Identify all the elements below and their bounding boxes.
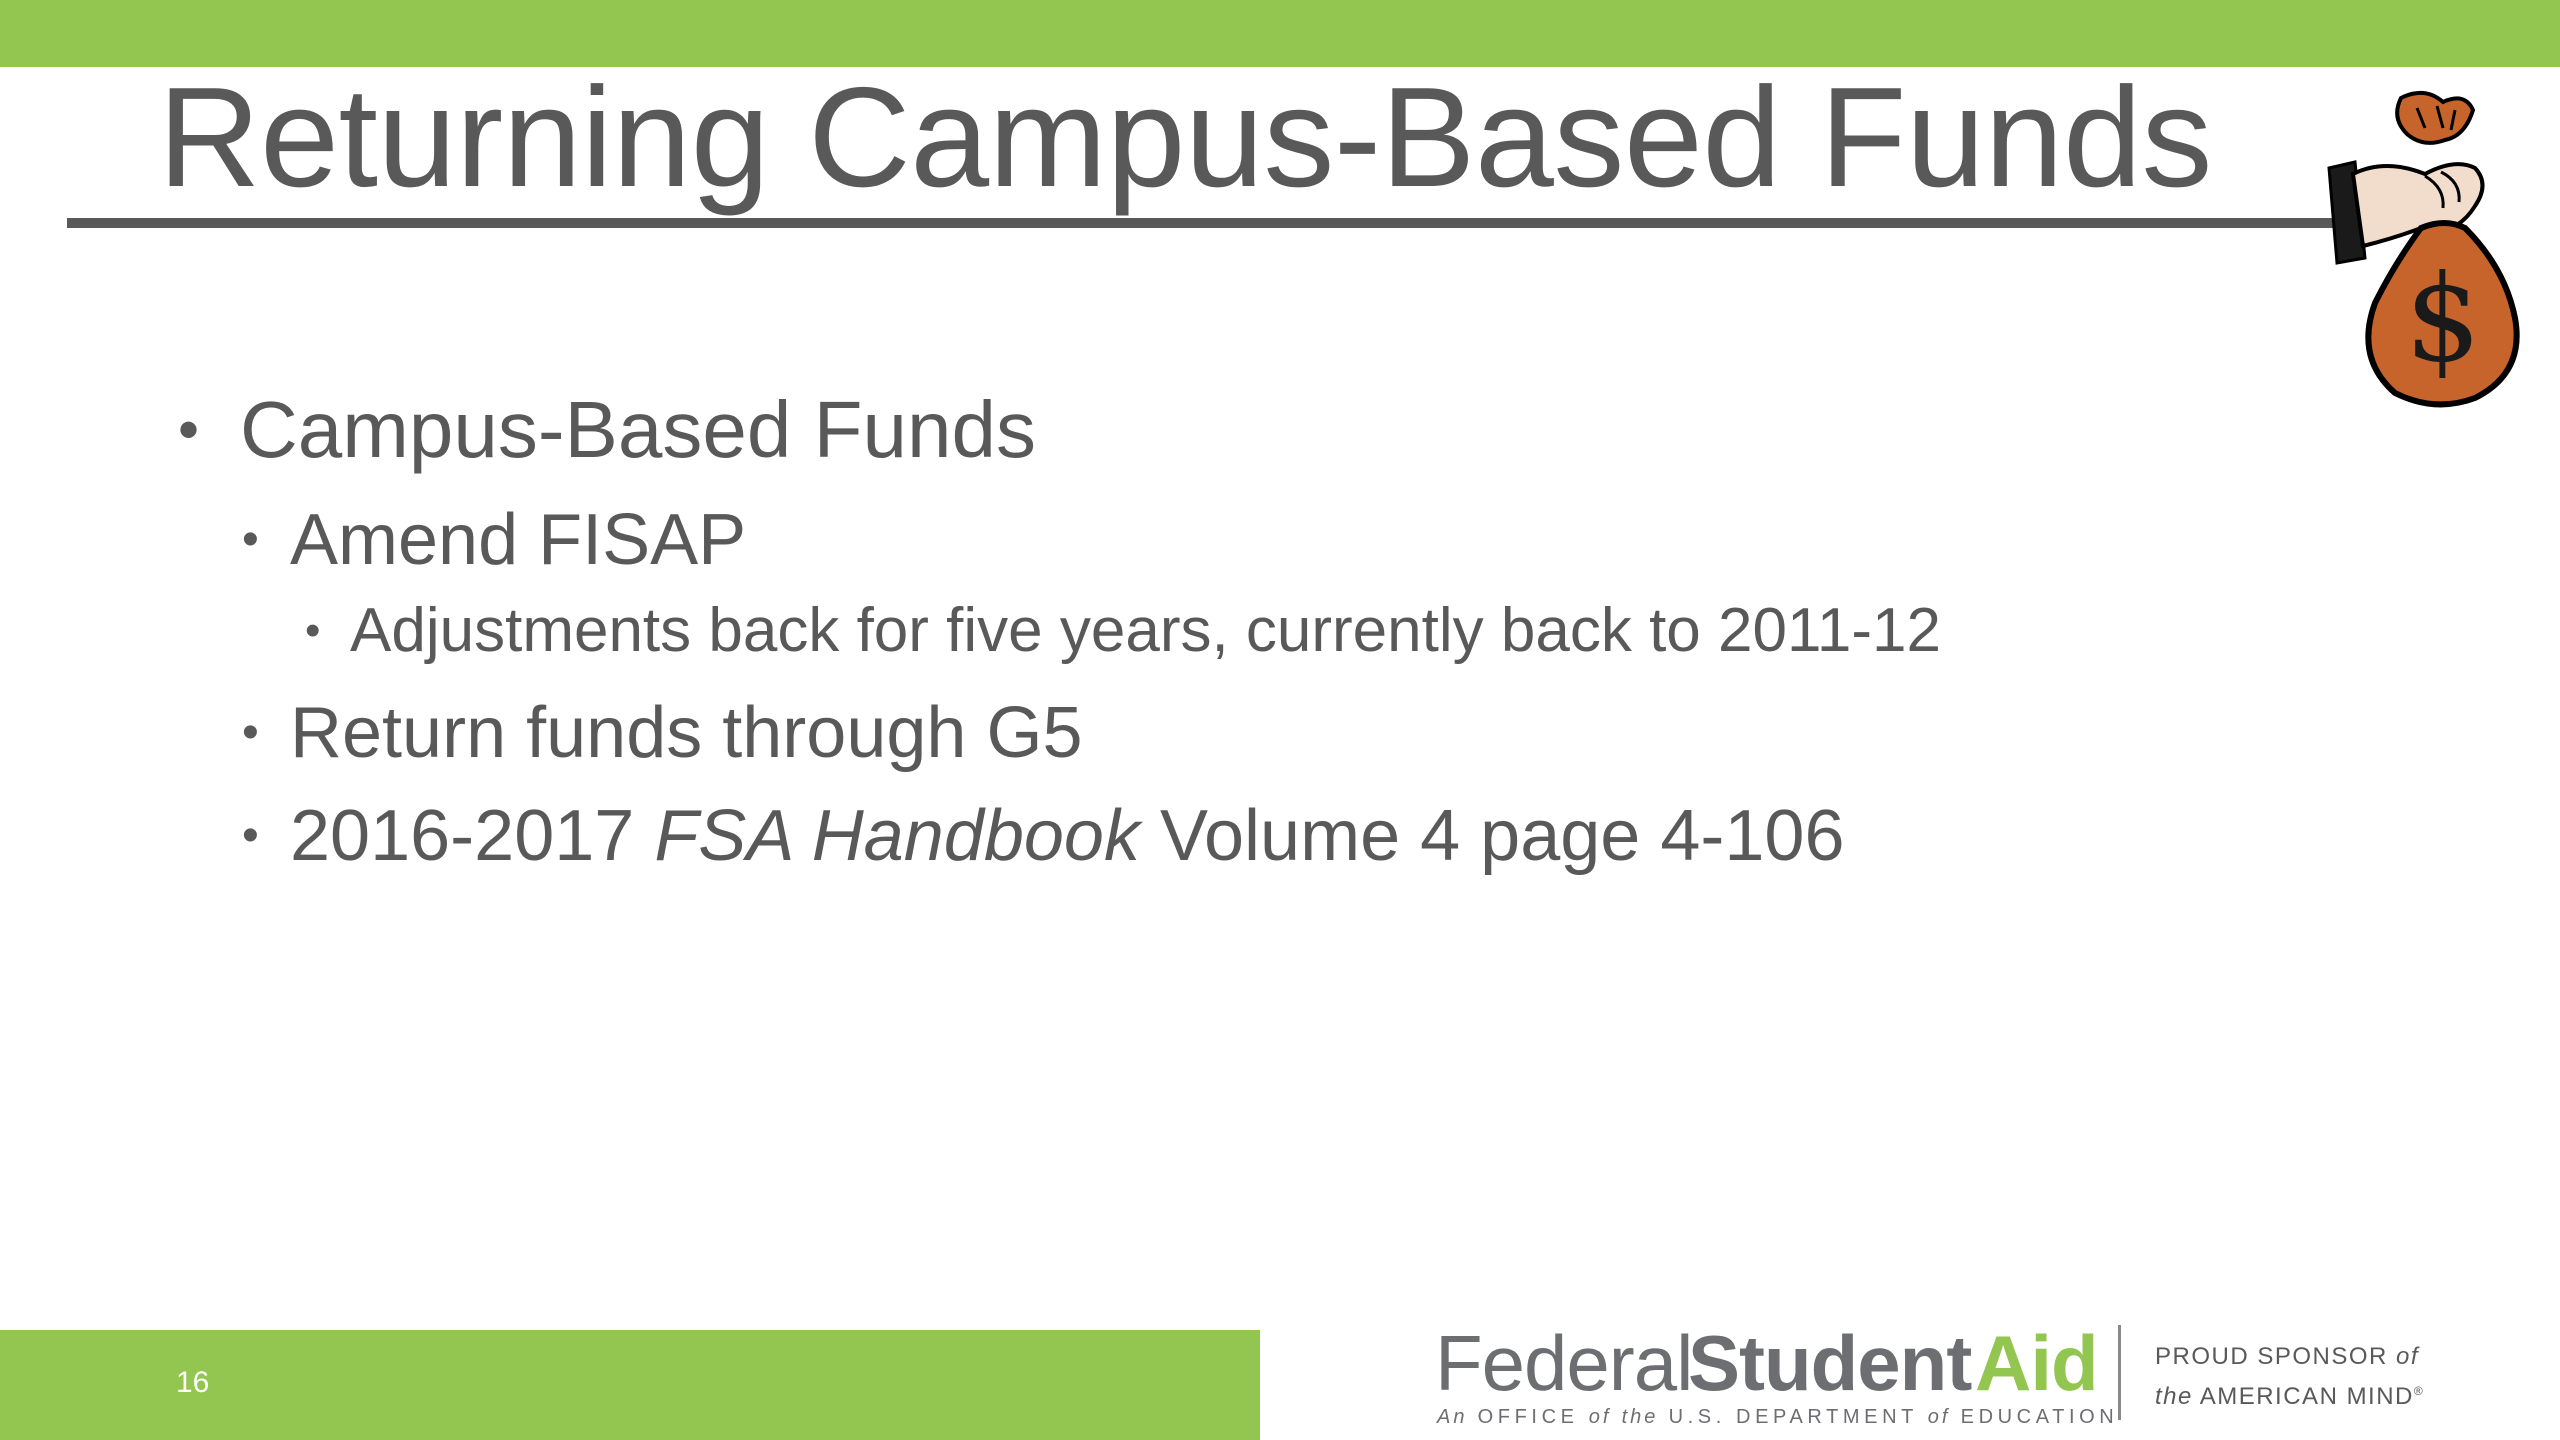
- handbook-title: FSA Handbook: [654, 796, 1140, 876]
- proud-sponsor-badge: [2155, 1340, 2424, 1414]
- bullet-campus-based-funds: [178, 375, 1036, 485]
- bullet-text-prefix: 2016-2017: [290, 796, 655, 876]
- logo-tagline: An OFFICE of the U.S. DEPARTMENT of EDUCATION: [1437, 1406, 2119, 1428]
- logo-aid: Aid: [1975, 1319, 2098, 1407]
- dollar-sign: $: [2404, 250, 2482, 389]
- federal-student-aid-logo: [1435, 1318, 2119, 1428]
- title-underline: [67, 218, 2357, 228]
- bullet-dot: •: [178, 396, 200, 463]
- top-accent-bar: [0, 0, 2560, 67]
- bullet-amend-fisap: [242, 490, 747, 590]
- slide-title: Returning Campus-Based Funds: [158, 58, 2212, 217]
- moneybag-icon: [2325, 88, 2530, 418]
- bullet-text: Adjustments back for five years, currently back to 2011-12: [350, 596, 1941, 665]
- bullet-dot: •: [242, 809, 259, 862]
- bullet-adjustments: [305, 586, 1941, 676]
- logo-divider: [2118, 1325, 2121, 1420]
- sponsor-line-2: the AMERICAN MIND®: [2155, 1383, 2425, 1410]
- sponsor-line-1: PROUD SPONSOR of: [2155, 1343, 2420, 1370]
- bullet-return-funds: [242, 683, 1083, 783]
- bullet-dot: •: [305, 606, 321, 655]
- bullet-text-suffix: Volume 4 page 4-106: [1139, 796, 1845, 876]
- bullet-text: Amend FISAP: [290, 500, 747, 580]
- bullet-dot: •: [242, 706, 259, 759]
- bullet-text: Return funds through G5: [290, 693, 1083, 773]
- bullet-text: Campus-Based Funds: [240, 385, 1036, 474]
- logo-federal: Federal: [1435, 1319, 1693, 1407]
- bullet-dot: •: [242, 513, 259, 566]
- logo-student: Student: [1688, 1319, 1972, 1407]
- bullet-handbook-reference: [242, 786, 1845, 886]
- slide-number: 16: [176, 1366, 210, 1399]
